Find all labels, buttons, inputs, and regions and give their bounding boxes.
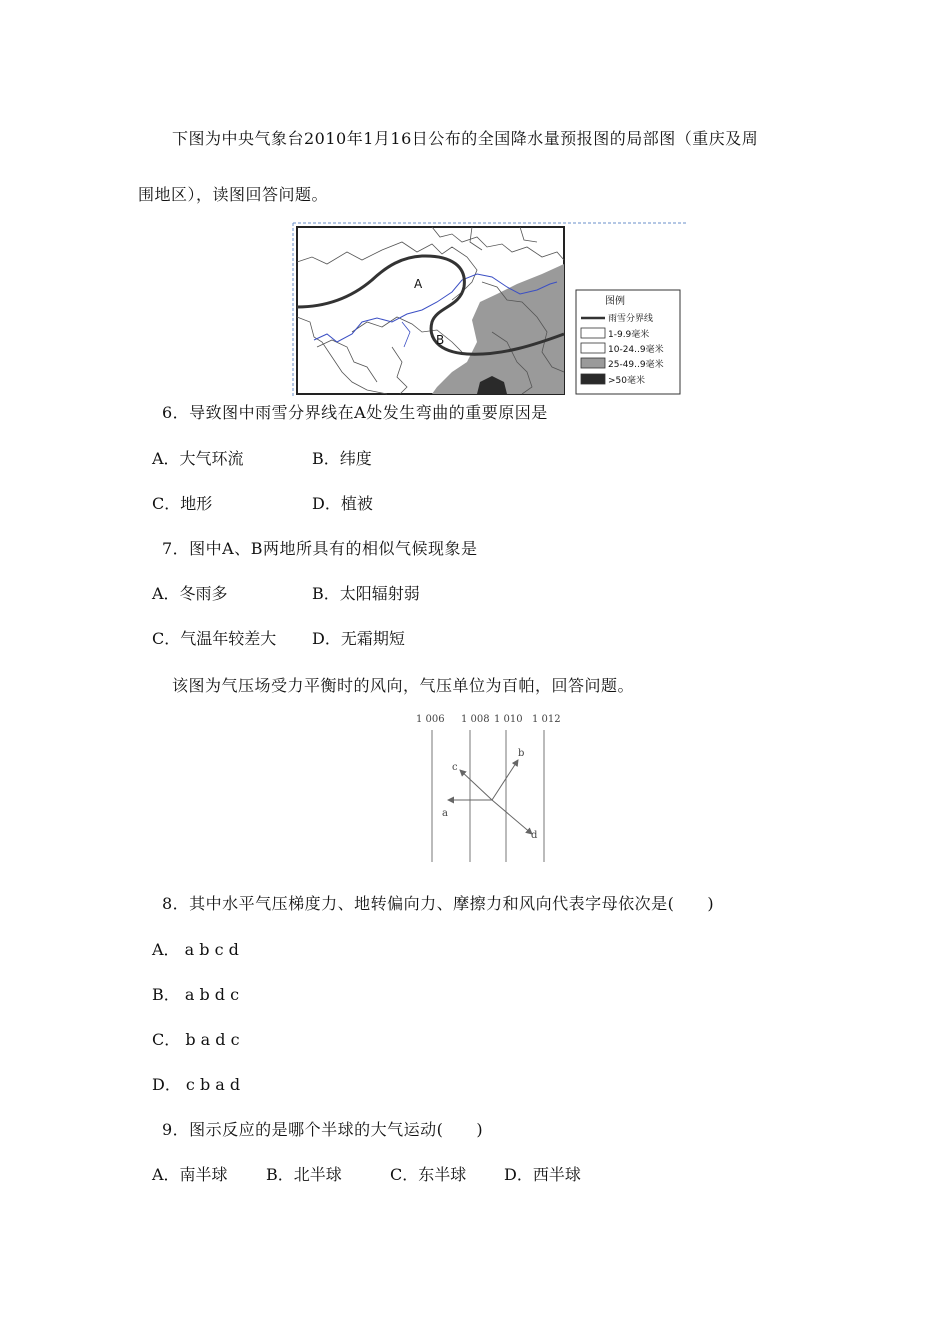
q6-option-a[interactable]: A．大气环流 [152, 449, 244, 468]
q8-option-c[interactable]: C． b a d c [152, 1030, 240, 1049]
precipitation-map [292, 222, 688, 402]
q8-option-b[interactable]: B． a b d c [152, 985, 240, 1004]
q9-stem: 9．图示反应的是哪个半球的大气运动( ) [162, 1120, 484, 1139]
vector-label-b: b [518, 748, 525, 759]
q8-option-a[interactable]: A． a b c d [152, 940, 239, 959]
isobar-label-1012: 1 012 [532, 714, 561, 725]
legend-symbol-10-24 [581, 343, 605, 353]
q7-option-d[interactable]: D．无霜期短 [312, 629, 405, 648]
q7-option-c[interactable]: C．气温年较差大 [152, 629, 277, 648]
map-label-b: B [436, 333, 445, 347]
vector-label-d: d [531, 830, 538, 841]
legend-label-1-9: 1-9.9毫米 [608, 330, 650, 340]
q6-option-c[interactable]: C．地形 [152, 494, 213, 513]
intro-line-2: 围地区），读图回答问题。 [138, 185, 329, 204]
wind-pressure-diagram [410, 708, 570, 868]
q7-option-a[interactable]: A．冬雨多 [152, 584, 228, 603]
vector-c [460, 770, 492, 800]
q6-option-d[interactable]: D．植被 [312, 494, 373, 513]
legend-label-25-49: 25-49..9毫米 [608, 360, 664, 370]
q7-option-b[interactable]: B．太阳辐射弱 [312, 584, 420, 603]
q8-option-d[interactable]: D． c b a d [152, 1075, 241, 1094]
map-legend [576, 290, 680, 394]
q7-stem: 7．图中A、B两地所具有的相似气候现象是 [162, 539, 478, 558]
q6-stem: 6．导致图中雨雪分界线在A处发生弯曲的重要原因是 [162, 403, 548, 422]
legend-symbol-25-49 [581, 358, 605, 368]
q9-option-a[interactable]: A．南半球 [152, 1165, 228, 1184]
map-label-a: A [414, 277, 423, 291]
isobar-label-1010: 1 010 [494, 714, 523, 725]
legend-symbol-over-50 [581, 374, 605, 384]
vector-label-a: a [442, 808, 448, 819]
legend-title: 图例 [605, 296, 625, 307]
isobar-label-1006: 1 006 [416, 714, 445, 725]
legend-symbol-1-9 [581, 328, 605, 338]
legend-label-over-50: >50毫米 [608, 376, 645, 386]
intro-line-1: 下图为中央气象台2010年1月16日公布的全国降水量预报图的局部图（重庆及周 [172, 129, 759, 148]
q9-option-c[interactable]: C．东半球 [390, 1165, 467, 1184]
legend-label-boundary: 雨雪分界线 [608, 314, 654, 324]
legend-label-10-24: 10-24..9毫米 [608, 345, 664, 355]
intro2-text: 该图为气压场受力平衡时的风向，气压单位为百帕，回答问题。 [172, 676, 635, 695]
q9-option-d[interactable]: D．西半球 [504, 1165, 581, 1184]
vector-d [492, 800, 532, 834]
vector-b [492, 760, 518, 800]
vector-label-c: c [452, 762, 458, 773]
q8-stem: 8．其中水平气压梯度力、地转偏向力、摩擦力和风向代表字母依次是( ) [162, 894, 715, 913]
q9-option-b[interactable]: B．北半球 [266, 1165, 342, 1184]
q6-option-b[interactable]: B．纬度 [312, 449, 372, 468]
isobar-label-1008: 1 008 [461, 714, 490, 725]
